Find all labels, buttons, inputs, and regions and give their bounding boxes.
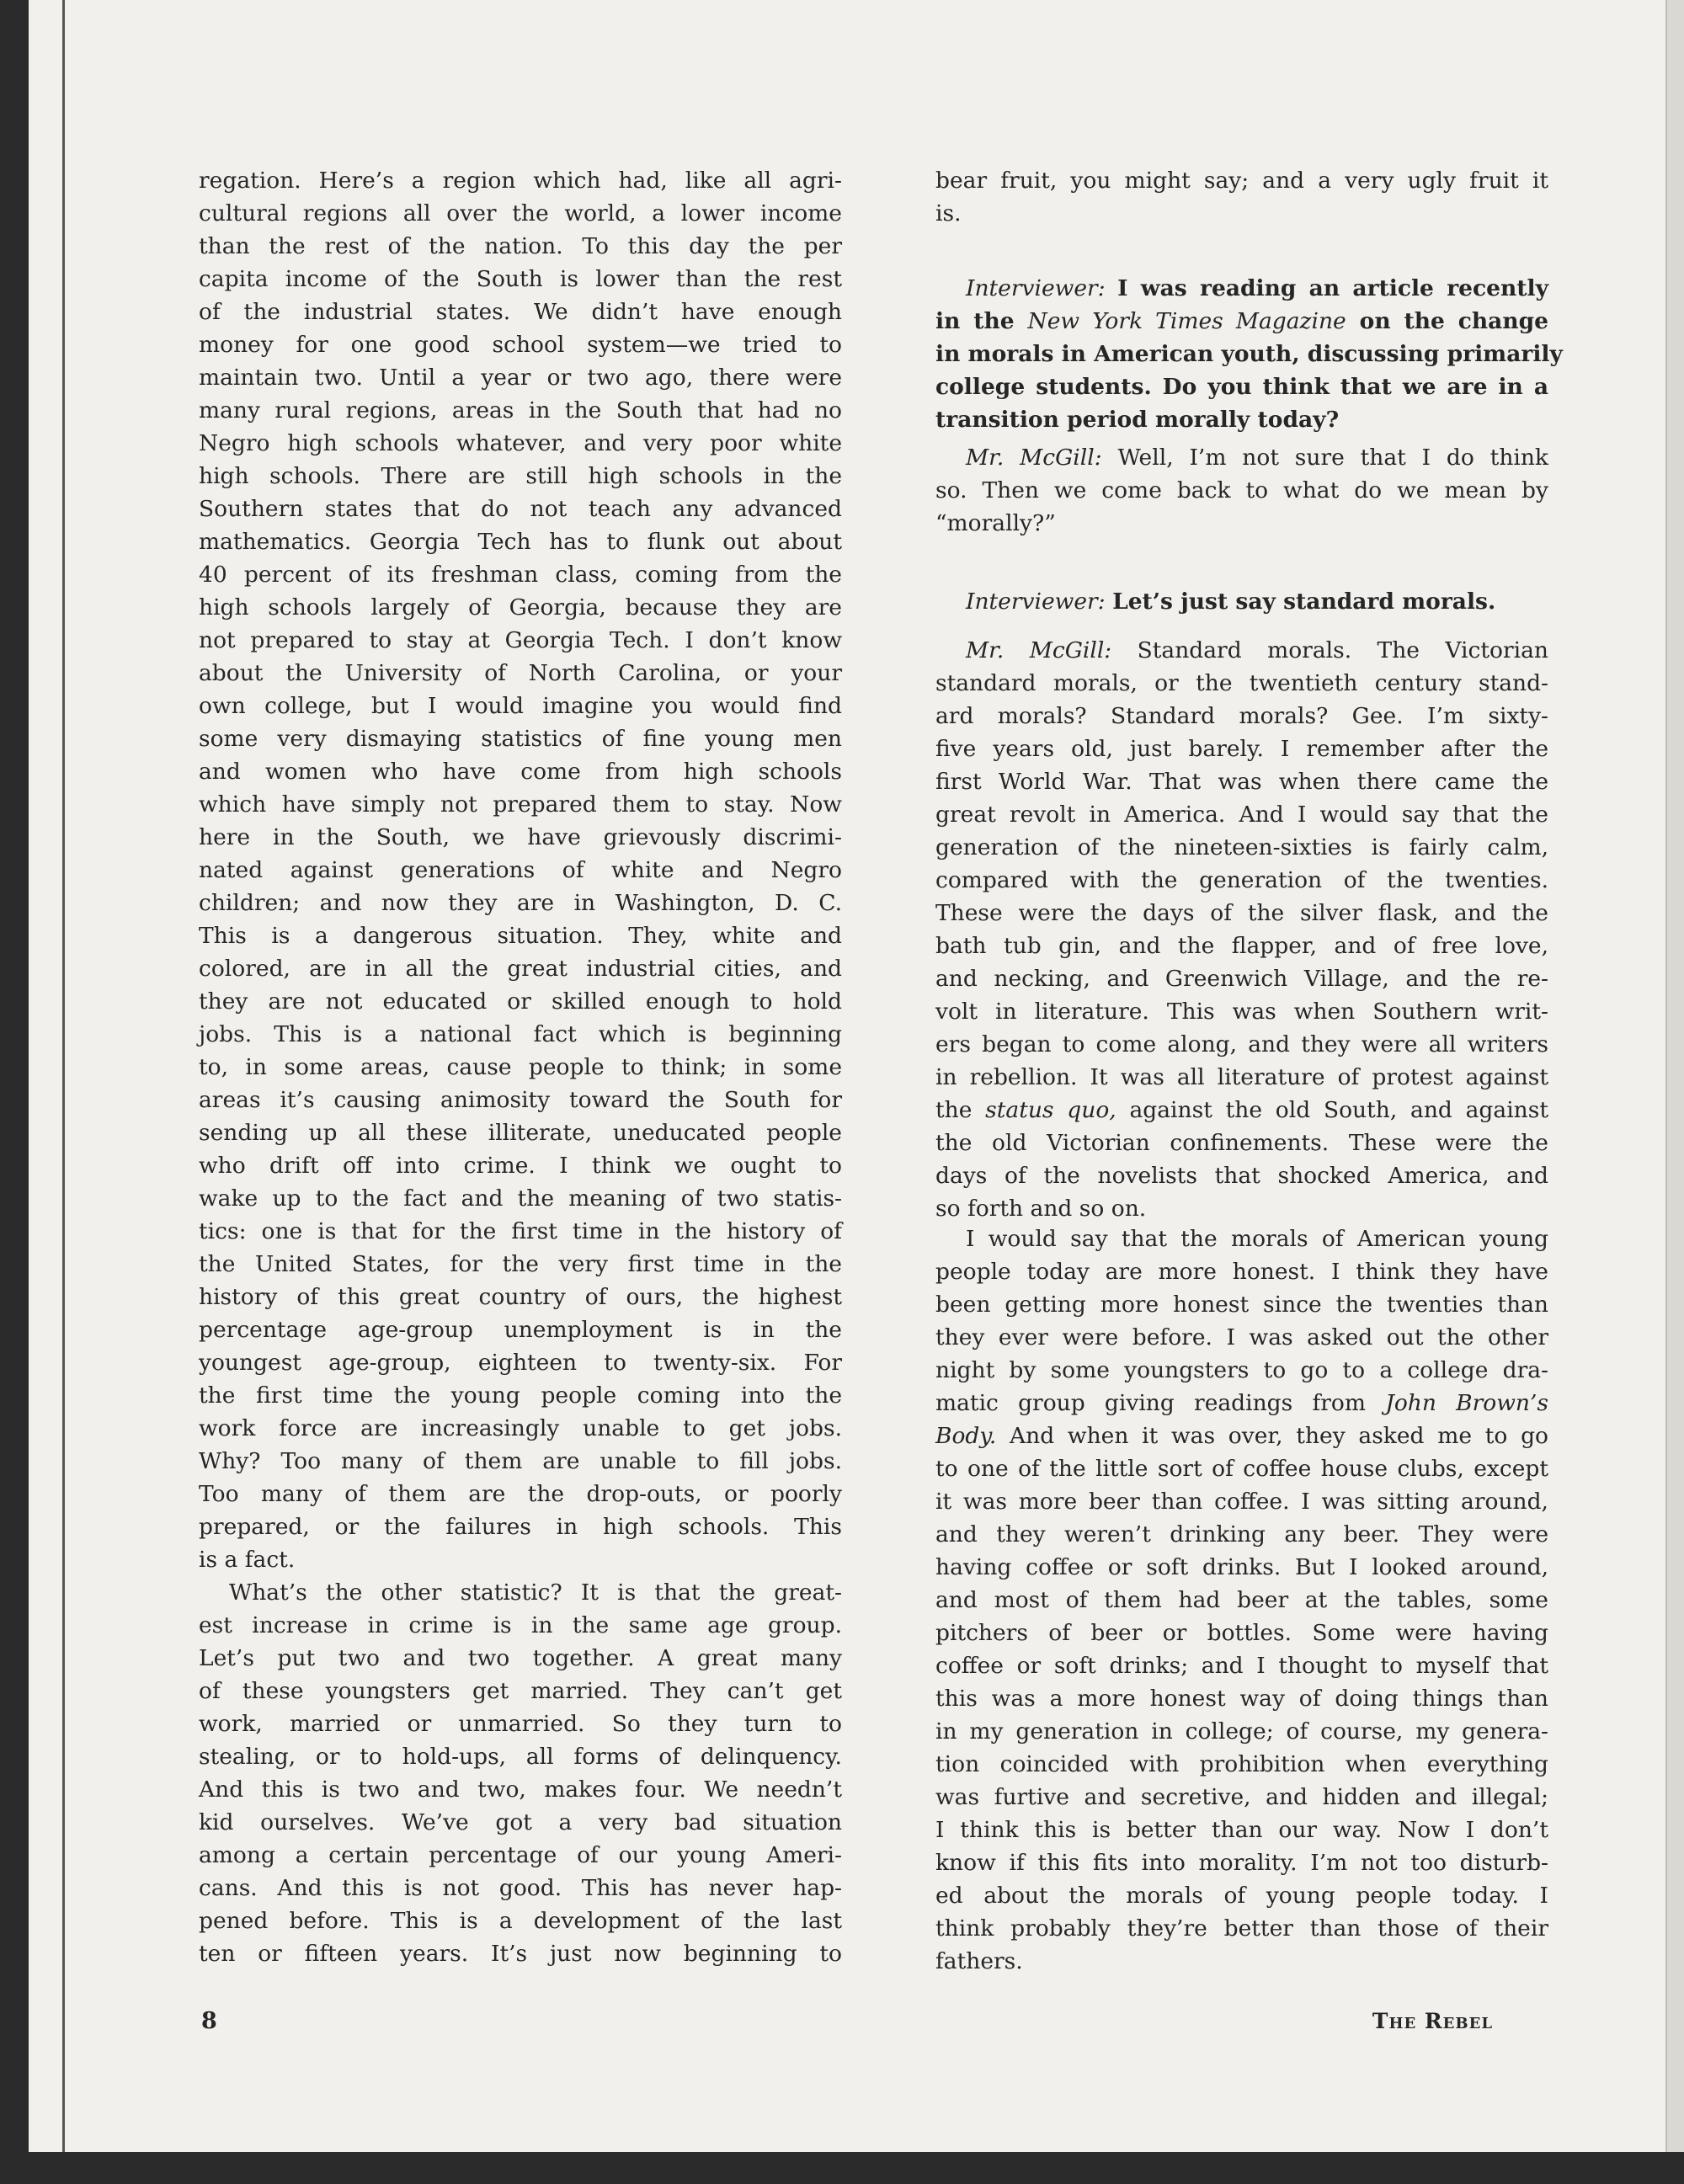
text-line: prepared, or the failures in high schools. This bbox=[199, 1514, 842, 1540]
text-line: people today are more honest. I think they have bbox=[935, 1259, 1548, 1285]
text-line: bath tub gin, and the flapper, and of free love, bbox=[935, 933, 1548, 959]
text-line: coffee or soft drinks; and I thought to myself that bbox=[935, 1653, 1548, 1679]
bold-text: in morals in American youth, discussing primarily bbox=[935, 341, 1563, 367]
text-line: first World War. That was when there came the bbox=[935, 769, 1548, 795]
text-line: and necking, and Greenwich Village, and the re- bbox=[935, 966, 1548, 992]
text-segment: against the old South, and against bbox=[1116, 1097, 1548, 1123]
text-line: “morally?” bbox=[935, 510, 1056, 536]
text-line: What’s the other statistic? It is that the great- bbox=[229, 1579, 842, 1606]
text-line: history of this great country of ours, the highest bbox=[199, 1284, 842, 1310]
text-line: sending up all these illiterate, uneducated people bbox=[199, 1120, 842, 1146]
text-line: the old Victorian confinements. These were the bbox=[935, 1130, 1548, 1156]
text-line: among a certain percentage of our young Ameri- bbox=[199, 1842, 842, 1868]
text-line bbox=[935, 305, 1548, 338]
text-line: ten or fifteen years. It’s just now beginning to bbox=[199, 1941, 842, 1967]
text-line: think probably they’re better than those of their bbox=[935, 1915, 1548, 1942]
italic-text: status quo, bbox=[985, 1097, 1116, 1123]
text-line: maintain two. Until a year or two ago, there were bbox=[199, 365, 842, 391]
text-line: having coffee or soft drinks. But I looked around, bbox=[935, 1554, 1548, 1580]
text-line: pened before. This is a development of the last bbox=[199, 1908, 842, 1934]
text-line: volt in literature. This was when Southern writ- bbox=[935, 999, 1548, 1025]
text-line: percentage age-group unemployment is in the bbox=[199, 1317, 842, 1343]
text-segment: Well, I’m not sure that I do think bbox=[1117, 445, 1548, 471]
text-line: days of the novelists that shocked America, and bbox=[935, 1163, 1548, 1189]
text-line: so. Then we come back to what do we mean by bbox=[935, 477, 1548, 503]
text-line: is a fact. bbox=[199, 1547, 296, 1573]
text-line: stealing, or to hold-ups, all forms of delinquency. bbox=[199, 1744, 842, 1770]
text-line: children; and now they are in Washington, D. C. bbox=[199, 890, 842, 916]
left-column bbox=[199, 164, 842, 1970]
text-line: own college, but I would imagine you would find bbox=[199, 693, 842, 719]
text-segment: Standard morals. The Victorian bbox=[1137, 637, 1548, 663]
text-line: night by some youngsters to go to a college dra- bbox=[935, 1357, 1548, 1383]
text-line: so forth and so on. bbox=[935, 1196, 1147, 1222]
text-segment: And when it was over, they asked me to go bbox=[996, 1423, 1548, 1449]
text-line: here in the South, we have grievously discrimi- bbox=[199, 824, 842, 850]
text-line: than the rest of the nation. To this day the per bbox=[199, 233, 842, 259]
text-line: fathers. bbox=[935, 1948, 1023, 1974]
text-line: been getting more honest since the twenties than bbox=[935, 1292, 1548, 1318]
bold-text: I was reading an article recently bbox=[1117, 275, 1548, 301]
text-line: is. bbox=[935, 200, 962, 226]
text-line: generation of the nineteen-sixties is fairly calm, bbox=[935, 834, 1548, 860]
text-line: the first time the young people coming into the bbox=[199, 1382, 842, 1409]
text-line bbox=[935, 338, 1563, 370]
paragraph bbox=[935, 634, 1548, 1225]
text-line: 40 percent of its freshman class, coming from the bbox=[199, 562, 842, 588]
paragraph bbox=[935, 164, 1548, 230]
text-line: cultural regions all over the world, a lower income bbox=[199, 200, 842, 226]
text-line: kid ourselves. We’ve got a very bad situation bbox=[199, 1809, 842, 1835]
text-line: about the University of North Carolina, or your bbox=[199, 660, 842, 686]
text-line: five years old, just barely. I remember after the bbox=[935, 736, 1548, 762]
document-page bbox=[29, 0, 1665, 2152]
paragraph bbox=[935, 585, 1548, 618]
text-line: ed about the morals of young people today. I bbox=[935, 1883, 1548, 1909]
text-line: nated against generations of white and Negro bbox=[199, 857, 842, 883]
italic-text: Interviewer: bbox=[966, 589, 1113, 615]
text-line bbox=[935, 634, 1548, 667]
text-line: tics: one is that for the first time in the history of bbox=[199, 1218, 842, 1244]
text-line bbox=[935, 403, 1548, 436]
text-line bbox=[935, 1094, 1548, 1127]
paragraph bbox=[199, 164, 842, 1576]
text-line: know if this fits into morality. I’m not too disturb- bbox=[935, 1850, 1548, 1876]
text-line: not prepared to stay at Georgia Tech. I don’t know bbox=[199, 627, 842, 653]
text-line: and they weren’t drinking any beer. They were bbox=[935, 1521, 1548, 1547]
text-line: they ever were before. I was asked out the other bbox=[935, 1324, 1548, 1350]
text-line bbox=[935, 585, 1548, 618]
text-line: work force are increasingly unable to get jobs. bbox=[199, 1415, 842, 1441]
text-line: areas it’s causing animosity toward the South for bbox=[199, 1087, 842, 1113]
text-line: tion coincided with prohibition when everything bbox=[935, 1751, 1548, 1777]
text-line: ard morals? Standard morals? Gee. I’m sixty- bbox=[935, 703, 1548, 729]
text-line: who drift off into crime. I think we ought to bbox=[199, 1153, 842, 1179]
text-line: some very dismaying statistics of fine young men bbox=[199, 726, 842, 752]
paragraph bbox=[935, 272, 1563, 436]
text-line: pitchers of beer or bottles. Some were having bbox=[935, 1620, 1548, 1646]
text-line: the United States, for the very first time in the bbox=[199, 1251, 842, 1277]
italic-text: New York Times Magazine bbox=[1027, 308, 1346, 334]
bold-text: in the bbox=[935, 308, 1028, 334]
text-line: to, in some areas, cause people to think; in some bbox=[199, 1054, 842, 1080]
text-line: was furtive and secretive, and hidden and illegal; bbox=[935, 1784, 1548, 1810]
text-line: capita income of the South is lower than the rest bbox=[199, 266, 842, 292]
paragraph bbox=[199, 1576, 842, 1970]
text-line: in rebellion. It was all literature of protest against bbox=[935, 1064, 1548, 1090]
page-number: 8 bbox=[201, 2008, 217, 2034]
text-line: this was a more honest way of doing things than bbox=[935, 1686, 1548, 1712]
text-line: wake up to the fact and the meaning of two statis- bbox=[199, 1185, 842, 1212]
text-line: and women who have come from high schools bbox=[199, 759, 842, 785]
publication-title: The Rebel bbox=[1372, 2009, 1493, 2033]
text-line: to one of the little sort of coffee house clubs, except bbox=[935, 1456, 1548, 1482]
text-line: standard morals, or the twentieth century stand- bbox=[935, 670, 1548, 696]
text-line: bear fruit, you might say; and a very ugly fruit it bbox=[935, 168, 1548, 194]
italic-text: Interviewer: bbox=[966, 275, 1118, 301]
bold-text: on the change bbox=[1346, 308, 1549, 334]
text-line: in my generation in college; of course, my genera- bbox=[935, 1718, 1548, 1745]
text-line: These were the days of the silver flask, and the bbox=[935, 900, 1548, 926]
text-line: which have simply not prepared them to stay. Now bbox=[199, 791, 842, 818]
bold-text: Let’s just say standard morals. bbox=[1112, 589, 1496, 615]
text-line bbox=[935, 441, 1548, 474]
text-line: mathematics. Georgia Tech has to flunk out about bbox=[199, 529, 842, 555]
text-line: work, married or unmarried. So they turn to bbox=[199, 1711, 842, 1737]
bold-text: college students. Do you think that we are in a bbox=[935, 374, 1548, 400]
paragraph bbox=[935, 441, 1548, 540]
text-line: est increase in crime is in the same age group. bbox=[199, 1612, 842, 1638]
italic-text: Mr. McGill: bbox=[966, 637, 1138, 663]
text-line: cans. And this is not good. This has never hap- bbox=[199, 1875, 842, 1901]
italic-text: Body. bbox=[935, 1423, 997, 1449]
text-line: it was more beer than coffee. I was sitting around, bbox=[935, 1489, 1548, 1515]
italic-text: Mr. McGill: bbox=[966, 445, 1118, 471]
text-line: Let’s put two and two together. A great many bbox=[199, 1645, 842, 1671]
text-line: This is a dangerous situation. They, white and bbox=[199, 923, 842, 949]
text-line: money for one good school system—we tried to bbox=[199, 332, 842, 358]
text-segment: matic group giving readings from bbox=[935, 1390, 1386, 1416]
text-line: and most of them had beer at the tables, some bbox=[935, 1587, 1548, 1613]
text-line bbox=[935, 272, 1548, 305]
italic-text: John Brown’s bbox=[1385, 1390, 1548, 1416]
text-line: ers began to come along, and they were all writers bbox=[935, 1031, 1548, 1057]
text-line: Too many of them are the drop-outs, or poorly bbox=[199, 1481, 842, 1507]
text-line bbox=[935, 1387, 1548, 1420]
text-segment: the bbox=[935, 1097, 986, 1123]
text-line: great revolt in America. And I would say that the bbox=[935, 802, 1548, 828]
text-line: of the industrial states. We didn’t have enough bbox=[199, 299, 842, 325]
paragraph bbox=[935, 1223, 1548, 1978]
text-line bbox=[935, 1420, 1548, 1452]
text-line: Southern states that do not teach any advanced bbox=[199, 496, 842, 522]
text-line: colored, are in all the great industrial cities, and bbox=[199, 956, 842, 982]
text-line: high schools. There are still high schools in the bbox=[199, 463, 842, 489]
text-line: high schools largely of Georgia, because they are bbox=[199, 594, 842, 621]
text-line bbox=[935, 370, 1548, 403]
adjacent-page-edge bbox=[1665, 0, 1684, 2152]
binding-edge bbox=[62, 0, 65, 2152]
text-line: I think this is better than our way. Now I don’t bbox=[935, 1817, 1548, 1843]
text-line: And this is two and two, makes four. We needn’t bbox=[199, 1776, 842, 1803]
text-line: of these youngsters get married. They can’t get bbox=[199, 1678, 842, 1704]
text-line: many rural regions, areas in the South that had no bbox=[199, 397, 842, 423]
text-line: Negro high schools whatever, and very poor white bbox=[199, 430, 842, 456]
text-line: regation. Here’s a region which had, like all agri- bbox=[199, 168, 842, 194]
text-line: youngest age-group, eighteen to twenty-six. For bbox=[199, 1350, 842, 1376]
text-line: they are not educated or skilled enough to hold bbox=[199, 988, 842, 1015]
text-line: jobs. This is a national fact which is beginning bbox=[199, 1021, 842, 1047]
bold-text: transition period morally today? bbox=[935, 407, 1340, 433]
text-line: compared with the generation of the twenties. bbox=[935, 867, 1548, 893]
text-line: I would say that the morals of American young bbox=[966, 1226, 1548, 1252]
text-line: Why? Too many of them are unable to fill jobs. bbox=[199, 1448, 842, 1474]
